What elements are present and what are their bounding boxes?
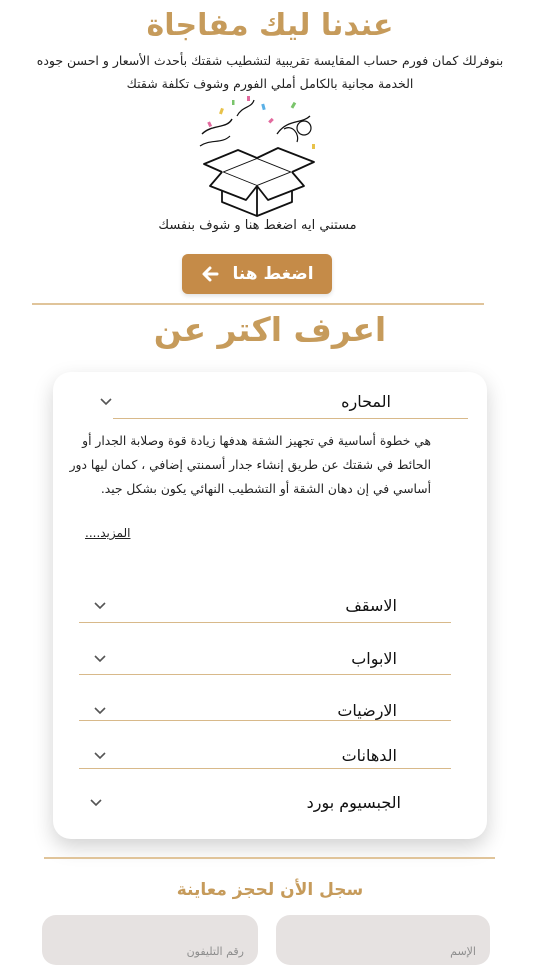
- cta-button[interactable]: [182, 254, 332, 294]
- accordion-label: الاسقف: [345, 596, 397, 615]
- accordion-header-gypsum-board[interactable]: [89, 793, 401, 812]
- accordion-label: الدهانات: [341, 746, 397, 765]
- name-field[interactable]: [276, 915, 490, 965]
- register-title: سجل الأن لحجز معاينة: [176, 880, 364, 900]
- cta-hint-text: مستني ايه اضغط هنا و شوف بنفسك: [158, 218, 357, 233]
- section-title: اعرف اكتر عن: [153, 310, 387, 349]
- accordion-underline: [79, 622, 451, 623]
- gift-box-confetti-icon: [192, 94, 322, 218]
- accordion-underline: [79, 674, 451, 675]
- chevron-down-icon: [93, 706, 107, 716]
- accordion-label: المحاره: [341, 392, 391, 411]
- chevron-down-icon: [93, 601, 107, 611]
- arrow-left-icon: [200, 264, 220, 284]
- chevron-down-icon: [99, 397, 113, 407]
- section-divider: [32, 303, 484, 305]
- chevron-down-icon: [89, 798, 103, 808]
- hero-description-line-2: الخدمة مجانية بالكامل أملي الفورم وشوف تكلفة شقتك: [126, 76, 414, 91]
- name-input[interactable]: [276, 915, 490, 965]
- hero-description-line-1: بنوفرلك كمان فورم حساب المقايسة تقريبية لتشطيب شقتك بأحدث الأسعار و احسن جوده: [36, 53, 504, 68]
- chevron-down-icon: [93, 751, 107, 761]
- accordion-underline: [79, 720, 451, 721]
- accordion-label: الجبسيوم بورد: [306, 793, 401, 812]
- accordion-header-plastering[interactable]: [99, 392, 391, 411]
- section-divider: [44, 857, 495, 859]
- accordion-header-ceilings[interactable]: [93, 596, 397, 615]
- accordion-underline: [79, 768, 451, 769]
- accordion-label: الابواب: [351, 649, 397, 668]
- hero-title: عندنا ليك مفاجاة: [146, 8, 394, 43]
- accordion-card: [53, 372, 487, 839]
- accordion-label: الارضيات: [337, 701, 397, 720]
- accordion-underline: [113, 418, 468, 419]
- phone-input[interactable]: [42, 915, 258, 965]
- accordion-header-paints[interactable]: [93, 746, 397, 765]
- cta-button-label: اضغط هنا: [232, 264, 314, 284]
- read-more-link[interactable]: المزيد....: [85, 526, 131, 540]
- phone-field[interactable]: [42, 915, 258, 965]
- accordion-header-floors[interactable]: [93, 701, 397, 720]
- accordion-body-text: هي خطوة أساسية في تجهيز الشقة هدفها زيادة قوة وصلابة الجدار أو الحائط في شقتك عن طريق إنشاء جدار أسمنتي إضافي ، كمان ليها دور أساسي في إن دهان الشقة أو التشطيب النهائي يكون بشكل جيد.: [69, 434, 431, 496]
- accordion-header-doors[interactable]: [93, 649, 397, 668]
- chevron-down-icon: [93, 654, 107, 664]
